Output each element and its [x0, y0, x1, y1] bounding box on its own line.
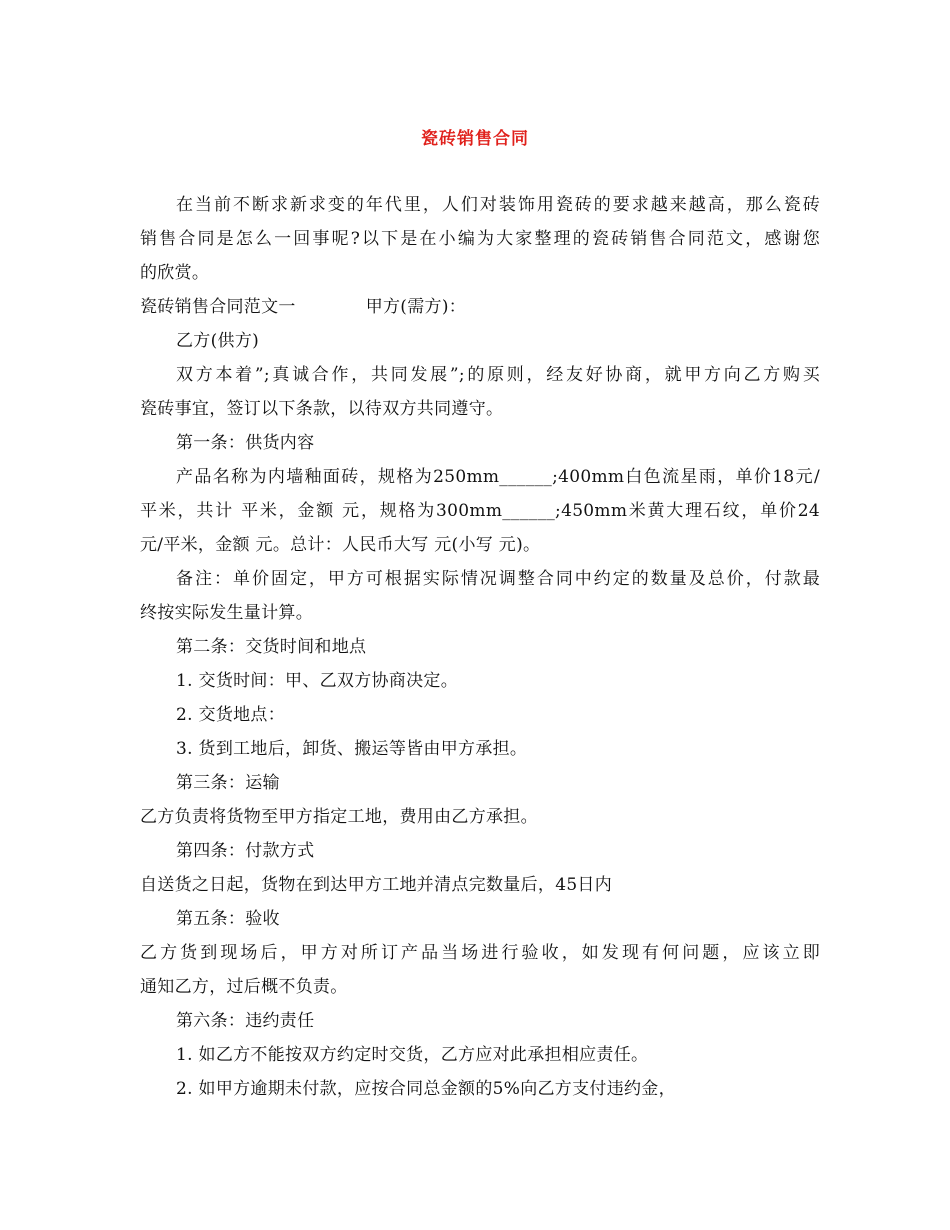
sample-heading-line [140, 296, 820, 318]
intro-line-1: 在当前不断求新求变的年代里，人们对装饰用瓷砖的要求越来越高，那么瓷砖 [176, 195, 820, 215]
document-title: 瓷砖销售合同 [421, 129, 529, 149]
party-a-label: 甲方(需方)： [365, 297, 467, 317]
principle-line-1: 双方本着”;真诚合作，共同发展”;的原则，经友好协商，就甲方向乙方购买 [176, 365, 820, 385]
article-3-text: 乙方负责将货物至甲方指定工地，费用由乙方承担。 [140, 807, 538, 827]
article-6-item-2: 2. 如甲方逾期未付款，应按合同总金额的5%向乙方支付违约金， [176, 1079, 676, 1099]
intro-line-3: 的欣赏。 [140, 263, 210, 283]
article-5-line-1: 乙方货到现场后，甲方对所订产品当场进行验收，如发现有何问题，应该立即 [140, 943, 820, 963]
article-1-line-1: 产品名称为内墙釉面砖，规格为250mm______;400mm白色流星雨，单价18元/ [176, 467, 820, 487]
note-line-1: 备注：单价固定，甲方可根据实际情况调整合同中约定的数量及总价，付款最 [176, 569, 820, 589]
party-b-label: 乙方(供方) [176, 331, 260, 351]
sample-heading: 瓷砖销售合同范文一 [140, 297, 296, 317]
note-line-2: 终按实际发生量计算。 [140, 603, 313, 623]
article-4-text: 自送货之日起，货物在到达甲方工地并清点完数量后，45日内 [140, 875, 613, 895]
article-5-line-2: 通知乙方，过后概不负责。 [140, 977, 348, 997]
article-2-item-1: 1. 交货时间：甲、乙双方协商决定。 [176, 671, 459, 691]
article-3-title: 第三条：运输 [176, 773, 280, 793]
article-5-title: 第五条：验收 [176, 909, 280, 929]
article-1-line-2: 平米，共计 平米，金额 元，规格为300mm______;450mm米黄大理石纹，单价24 [140, 501, 820, 521]
article-2-title: 第二条：交货时间和地点 [176, 637, 367, 657]
article-1-line-3: 元/平米，金额 元。总计：人民币大写 元(小写 元)。 [140, 535, 541, 555]
article-6-item-1: 1. 如乙方不能按双方约定时交货，乙方应对此承担相应责任。 [176, 1045, 649, 1065]
article-2-item-2: 2. 交货地点： [176, 705, 286, 725]
article-6-title: 第六条：违约责任 [176, 1011, 315, 1031]
article-4-title: 第四条：付款方式 [176, 841, 315, 861]
intro-line-2: 销售合同是怎么一回事呢?以下是在小编为大家整理的瓷砖销售合同范文，感谢您 [140, 229, 820, 249]
article-2-item-3: 3. 货到工地后，卸货、搬运等皆由甲方承担。 [176, 739, 528, 759]
principle-line-2: 瓷砖事宜，签订以下条款，以待双方共同遵守。 [140, 399, 504, 419]
article-1-title: 第一条：供货内容 [176, 433, 315, 453]
